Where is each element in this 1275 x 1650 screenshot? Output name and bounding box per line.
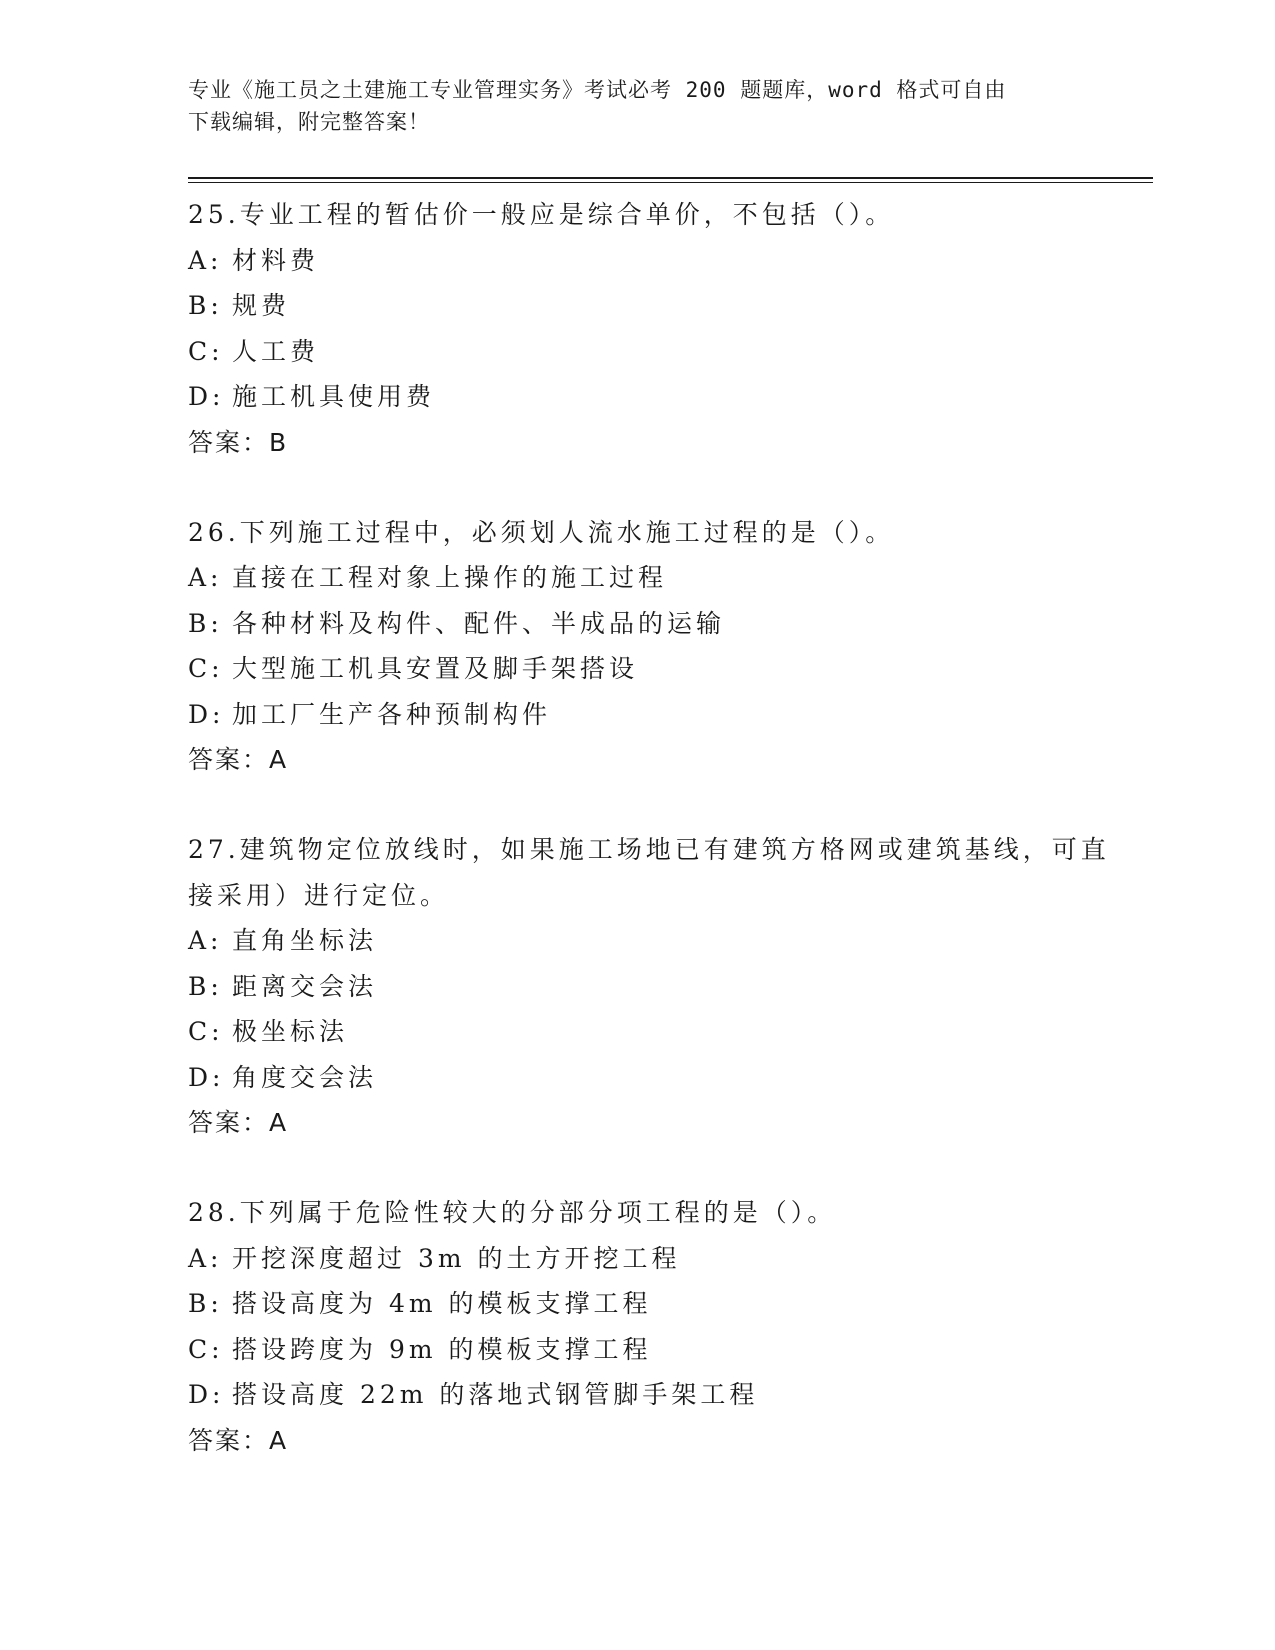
option-text: 距离交会法 xyxy=(232,971,378,1001)
question-stem: 27.建筑物定位放线时，如果施工场地已有建筑方格网或建筑基线，可直接采用）进行定位。 xyxy=(188,835,1110,910)
option-letter: B: xyxy=(188,291,223,320)
option-letter: A: xyxy=(188,926,223,955)
option-text: 极坐标法 xyxy=(232,1017,349,1046)
question-stem: 28.下列属于危险性较大的分部分项工程的是（）。 xyxy=(188,1198,837,1227)
option-b xyxy=(188,964,1118,1010)
option-letter: A: xyxy=(188,245,223,275)
option-text: 直接在工程对象上操作的施工过程 xyxy=(232,563,668,592)
option-c xyxy=(188,329,1118,375)
option-b xyxy=(188,1281,1118,1327)
question-26 xyxy=(188,510,1118,784)
option-a xyxy=(188,1236,1118,1282)
option-text: 搭设高度为 4m 的模板支撑工程 xyxy=(232,1289,652,1318)
question-stem: 25.专业工程的暂估价一般应是综合单价，不包括（）。 xyxy=(188,200,895,229)
option-text: 搭设高度 22m 的落地式钢管脚手架工程 xyxy=(232,1380,759,1409)
option-text: 施工机具使用费 xyxy=(232,382,436,411)
option-c xyxy=(188,646,1118,692)
option-text: 规费 xyxy=(232,291,291,320)
option-text: 直角坐标法 xyxy=(232,926,378,955)
option-letter: A: xyxy=(188,1243,223,1273)
option-c xyxy=(188,1009,1118,1055)
option-a xyxy=(188,555,1118,601)
option-a xyxy=(188,918,1118,964)
option-b xyxy=(188,601,1118,647)
option-letter: C: xyxy=(188,1017,224,1046)
question-25 xyxy=(188,192,1118,466)
option-a xyxy=(188,238,1118,284)
option-text: 人工费 xyxy=(232,336,320,366)
option-letter: D: xyxy=(188,382,225,411)
option-letter: A: xyxy=(188,563,223,592)
question-27 xyxy=(188,827,1118,1146)
option-letter: D: xyxy=(188,1380,225,1409)
option-b xyxy=(188,283,1118,329)
option-text: 材料费 xyxy=(232,245,320,275)
option-d xyxy=(188,1372,1118,1418)
option-letter: B: xyxy=(188,971,223,1001)
header-divider-thin xyxy=(188,182,1153,183)
option-text: 各种材料及构件、配件、半成品的运输 xyxy=(232,608,726,638)
option-d xyxy=(188,692,1118,738)
header-intro-line-2: 下载编辑，附完整答案！ xyxy=(188,110,430,134)
question-list xyxy=(188,192,1118,1508)
option-letter: C: xyxy=(188,1334,224,1364)
option-letter: D: xyxy=(188,1062,225,1092)
option-c xyxy=(188,1327,1118,1373)
option-letter: B: xyxy=(188,1289,223,1318)
option-letter: C: xyxy=(188,336,224,366)
question-stem: 26.下列施工过程中，必须划人流水施工过程的是（）。 xyxy=(188,517,895,547)
option-letter: B: xyxy=(188,608,223,638)
header-divider-thick xyxy=(188,177,1153,179)
option-text: 大型施工机具安置及脚手架搭设 xyxy=(232,654,639,683)
option-letter: D: xyxy=(188,699,225,729)
answer-label: 答案：A xyxy=(188,745,289,774)
answer-label: 答案：B xyxy=(188,427,289,457)
answer-label: 答案：A xyxy=(188,1108,289,1137)
option-text: 搭设跨度为 9m 的模板支撑工程 xyxy=(232,1334,652,1364)
option-d xyxy=(188,374,1118,420)
option-text: 加工厂生产各种预制构件 xyxy=(232,699,552,729)
answer-label: 答案：A xyxy=(188,1425,289,1455)
header-intro-line-1: 专业《施工员之土建施工专业管理实务》考试必考 200 题题库，word 格式可自由 xyxy=(188,78,1007,102)
question-28 xyxy=(188,1190,1118,1464)
option-d xyxy=(188,1055,1118,1101)
document-header xyxy=(188,74,1088,138)
option-text: 角度交会法 xyxy=(232,1062,378,1092)
option-text: 开挖深度超过 3m 的土方开挖工程 xyxy=(232,1243,681,1273)
option-letter: C: xyxy=(188,654,224,683)
